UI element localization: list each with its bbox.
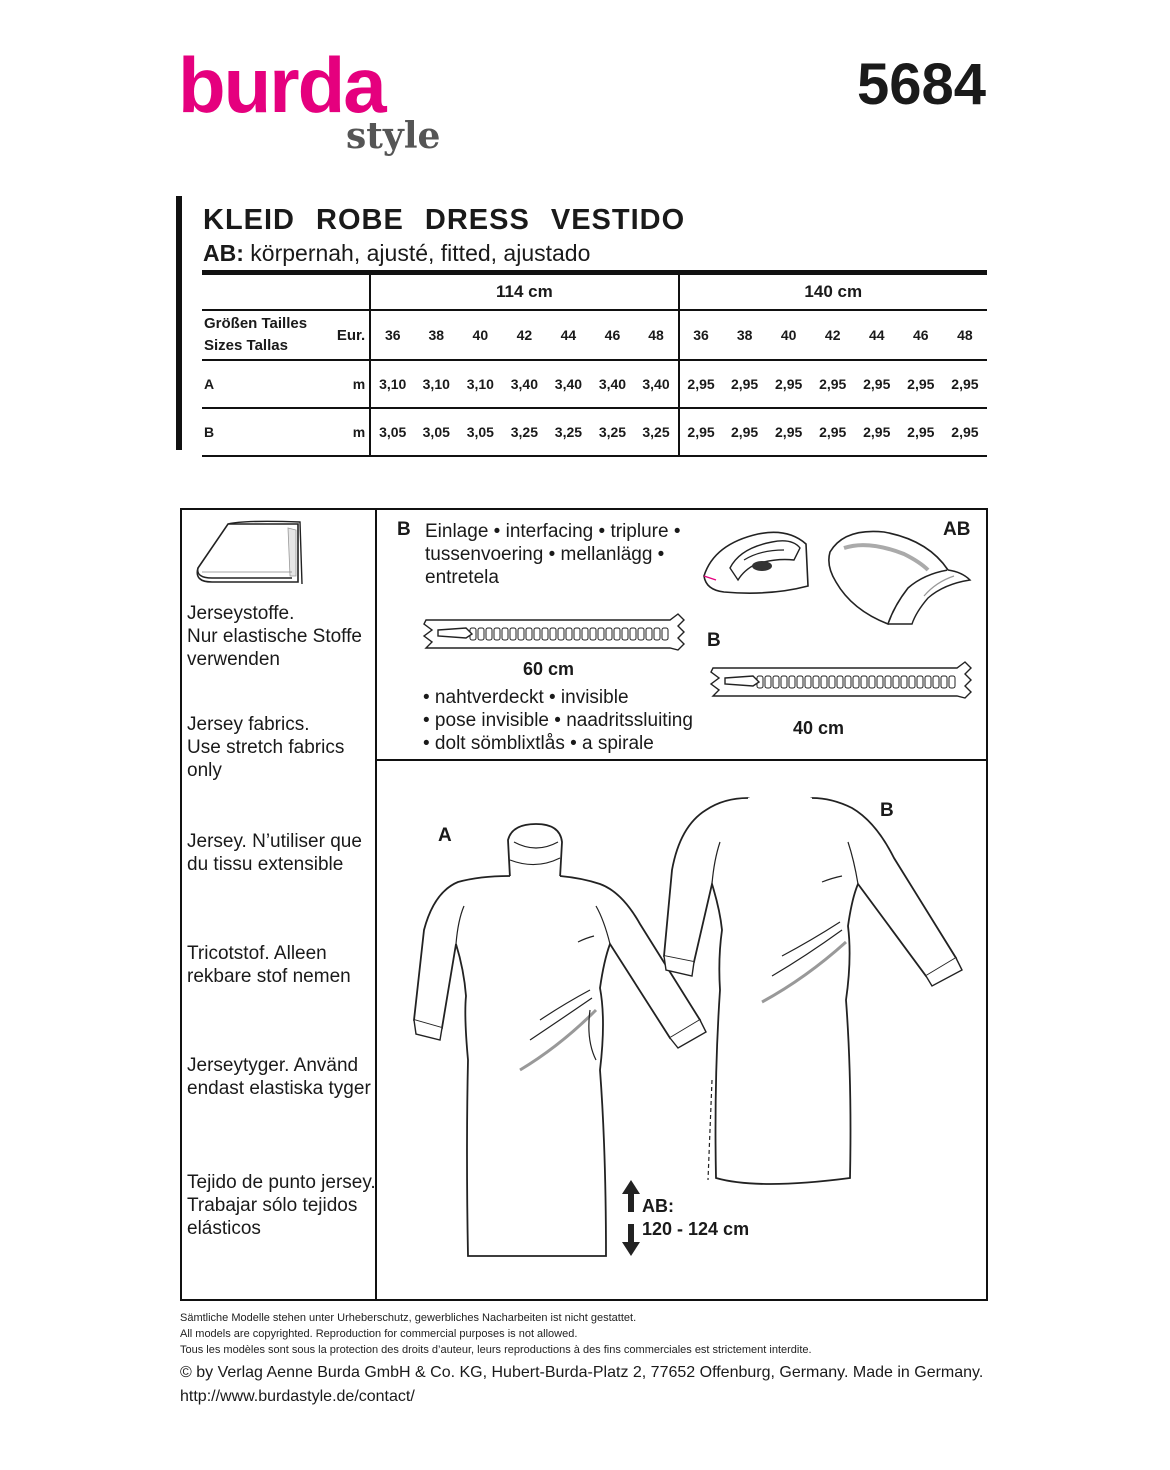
yardage-cell: 3,10 bbox=[466, 376, 494, 392]
zipper-tooth bbox=[518, 628, 524, 640]
size-header-row bbox=[202, 310, 987, 360]
zipper-tooth bbox=[877, 676, 883, 688]
width-140: 140 cm bbox=[679, 273, 987, 311]
zipper-tooth bbox=[917, 676, 923, 688]
zipper-line: • nahtverdeckt • invisible bbox=[423, 687, 629, 708]
shoulder-pad-icon bbox=[824, 526, 974, 626]
yardage-cell: 2,95 bbox=[907, 424, 935, 440]
fabric-line: du tissu extensible bbox=[187, 854, 344, 875]
zipper-tooth bbox=[869, 676, 875, 688]
yardage-table bbox=[202, 270, 987, 457]
fabric-line: Jerseytyger. Använd bbox=[187, 1055, 359, 1076]
size-cell: 38 bbox=[736, 327, 753, 343]
zipper-tooth bbox=[574, 628, 580, 640]
zipper-tooth bbox=[526, 628, 532, 640]
fabric-text-nl bbox=[187, 942, 351, 988]
unit-label: m bbox=[352, 376, 366, 392]
zipper-tooth bbox=[494, 628, 500, 640]
zipper-tooth bbox=[542, 628, 548, 640]
yardage-cell: 2,95 bbox=[951, 424, 979, 440]
unit-label: m bbox=[352, 424, 366, 440]
size-cell: 46 bbox=[604, 327, 621, 343]
yardage-cell: 2,95 bbox=[679, 360, 723, 408]
zipper-tooth bbox=[821, 676, 827, 688]
length-value: 120 - 124 cm bbox=[642, 1219, 750, 1239]
table-row-view-b bbox=[202, 408, 987, 456]
fabric-line: Tejido de punto jersey. bbox=[187, 1172, 376, 1193]
yardage-cell: 3,25 bbox=[598, 424, 627, 440]
fabric-line: verwenden bbox=[187, 649, 280, 670]
zipper-long-text bbox=[423, 686, 693, 755]
zipper-line: • dolt sömblixtlås • a spirale bbox=[423, 733, 654, 754]
zipper-tooth bbox=[837, 676, 843, 688]
zipper-line: • pose invisible • naadritssluiting bbox=[423, 710, 693, 731]
zipper-tooth bbox=[893, 676, 899, 688]
view-b-label: B bbox=[880, 800, 894, 821]
fabric-line: Trabajar sólo tejidos bbox=[187, 1195, 358, 1216]
yardage-cell: 2,95 bbox=[730, 424, 759, 440]
zipper-tooth bbox=[622, 628, 628, 640]
zipper-tooth bbox=[590, 628, 596, 640]
fabric-text-sv bbox=[187, 1054, 371, 1100]
view-a-label: A bbox=[438, 825, 452, 846]
yardage-cell: 2,95 bbox=[730, 376, 759, 392]
zipper-tooth bbox=[925, 676, 931, 688]
zipper-tooth bbox=[502, 628, 508, 640]
zipper-short-length: 40 cm bbox=[793, 718, 845, 738]
zipper-short-view-label: B bbox=[707, 630, 721, 651]
yardage-cell: 2,95 bbox=[819, 424, 847, 440]
zipper-tooth bbox=[654, 628, 660, 640]
fabric-line: endast elastiska tyger bbox=[187, 1078, 371, 1099]
fabric-line: Nur elastische Stoffe bbox=[187, 626, 362, 647]
zipper-tooth bbox=[598, 628, 604, 640]
zipper-tooth bbox=[566, 628, 572, 640]
fabric-roll-icon bbox=[192, 516, 312, 588]
sizes-label bbox=[202, 310, 327, 360]
interfacing-line: tussenvoering • mellanlägg • bbox=[425, 544, 665, 565]
zipper-teeth bbox=[757, 676, 955, 688]
yardage-cell: 3,05 bbox=[422, 424, 450, 440]
footer-publisher: © by Verlag Aenne Burda GmbH & Co. KG, Hubert-Burda-Platz 2, 77652 Offenburg, Germany. Made in Germany. bbox=[180, 1364, 984, 1381]
yardage-cell: 3,05 bbox=[466, 424, 494, 440]
title-accent-bar bbox=[176, 196, 182, 450]
size-cell: 40 bbox=[780, 327, 797, 343]
yardage-cell: 2,95 bbox=[775, 424, 803, 440]
footer-contact-link[interactable]: http://www.burdastyle.de/contact/ bbox=[180, 1388, 415, 1405]
zipper-tooth bbox=[550, 628, 556, 640]
eur-label: Eur. bbox=[336, 326, 366, 344]
zipper-tooth bbox=[606, 628, 612, 640]
footer-copyright-fr: Tous les modèles sont sous la protection des droits d’auteur, leurs reproductions à des fins commerciales est strictement interdite. bbox=[180, 1344, 812, 1356]
zipper-tooth bbox=[510, 628, 516, 640]
sizes-label-line2: Sizes Tallas bbox=[204, 337, 288, 354]
yardage-cell: 3,25 bbox=[554, 424, 583, 440]
zipper-tooth bbox=[789, 676, 795, 688]
table-row-view-a bbox=[202, 360, 987, 408]
iron-icon bbox=[700, 524, 812, 600]
fabric-text-en bbox=[187, 713, 344, 782]
width-header-row bbox=[202, 273, 987, 311]
yardage-cell: 2,95 bbox=[679, 408, 723, 456]
fabric-text-de bbox=[187, 602, 362, 671]
fabric-line: Tricotstof. Alleen bbox=[187, 943, 327, 964]
fabric-line: rekbare stof nemen bbox=[187, 966, 351, 987]
footer-copyright-de: Sämtliche Modelle stehen unter Urheberschutz, gewerbliches Nacharbeiten ist nicht gestattet. bbox=[180, 1312, 637, 1324]
size-cell: 36 bbox=[679, 310, 723, 360]
fabric-line: elásticos bbox=[187, 1218, 261, 1239]
interfacing-line: Einlage • interfacing • triplure • bbox=[425, 521, 681, 542]
zipper-tooth bbox=[662, 628, 668, 640]
yardage-cell: 3,40 bbox=[598, 376, 627, 392]
yardage-cell: 3,40 bbox=[510, 376, 538, 392]
yardage-cell: 2,95 bbox=[907, 376, 935, 392]
page-title: KLEID ROBE DRESS VESTIDO bbox=[203, 204, 686, 236]
yardage-cell: 2,95 bbox=[775, 376, 803, 392]
shoulder-pads-view-label: AB bbox=[943, 519, 971, 540]
interfacing-line: entretela bbox=[425, 567, 499, 588]
interfacing-text bbox=[425, 520, 680, 589]
fabric-line: Use stretch fabrics bbox=[187, 737, 345, 758]
fit-subtitle bbox=[203, 240, 590, 267]
size-cell: 42 bbox=[824, 327, 841, 343]
zipper-tooth bbox=[773, 676, 779, 688]
zipper-tooth bbox=[845, 676, 851, 688]
size-cell: 40 bbox=[472, 327, 489, 343]
size-cell: 48 bbox=[957, 327, 973, 343]
zipper-tooth bbox=[582, 628, 588, 640]
fabric-text-fr bbox=[187, 830, 362, 876]
zipper-tooth bbox=[534, 628, 540, 640]
zipper-tooth bbox=[941, 676, 947, 688]
zipper-tooth bbox=[933, 676, 939, 688]
size-cell: 36 bbox=[370, 310, 414, 360]
zipper-long-length: 60 cm bbox=[523, 659, 575, 679]
zipper-tooth bbox=[486, 628, 492, 640]
yardage-cell: 2,95 bbox=[863, 424, 891, 440]
zipper-teeth bbox=[470, 628, 668, 640]
footer-copyright-en: All models are copyrighted. Reproduction for commercial purposes is not allowed. bbox=[180, 1328, 578, 1340]
logo-burda-text: burda bbox=[178, 41, 385, 129]
zipper-tooth bbox=[853, 676, 859, 688]
zipper-tooth bbox=[909, 676, 915, 688]
length-arrow-icon bbox=[620, 1178, 642, 1258]
size-cell: 48 bbox=[648, 327, 664, 343]
width-114: 114 cm bbox=[370, 273, 678, 311]
zipper-tooth bbox=[781, 676, 787, 688]
zipper-40cm-icon bbox=[707, 658, 975, 706]
burda-style-logo bbox=[178, 41, 448, 167]
yardage-cell: 3,10 bbox=[370, 360, 414, 408]
sizes-label-line1: Größen Tailles bbox=[204, 315, 308, 332]
zipper-tooth bbox=[558, 628, 564, 640]
zipper-tooth bbox=[630, 628, 636, 640]
yardage-cell: 3,25 bbox=[642, 424, 670, 440]
fit-label: AB: bbox=[203, 240, 244, 266]
fabric-text-es bbox=[187, 1171, 376, 1240]
yardage-cell: 3,40 bbox=[554, 376, 583, 392]
view-label: B bbox=[204, 424, 215, 440]
zipper-tooth bbox=[638, 628, 644, 640]
zipper-tooth bbox=[797, 676, 803, 688]
zipper-tooth bbox=[614, 628, 620, 640]
pattern-number: 5684 bbox=[856, 52, 986, 117]
size-cell: 44 bbox=[560, 327, 577, 343]
zipper-tooth bbox=[478, 628, 484, 640]
fabric-line: only bbox=[187, 760, 222, 781]
size-cell: 38 bbox=[428, 327, 445, 343]
yardage-cell: 2,95 bbox=[951, 376, 979, 392]
yardage-cell: 3,05 bbox=[370, 408, 414, 456]
size-cell: 42 bbox=[516, 327, 533, 343]
zipper-tooth bbox=[829, 676, 835, 688]
fabric-line: Jersey fabrics. bbox=[187, 714, 310, 735]
yardage-cell: 2,95 bbox=[819, 376, 847, 392]
length-label: AB: bbox=[642, 1196, 674, 1216]
yardage-cell: 3,10 bbox=[422, 376, 450, 392]
size-cell: 46 bbox=[913, 327, 929, 343]
zipper-tooth bbox=[765, 676, 771, 688]
yardage-cell: 2,95 bbox=[863, 376, 891, 392]
zipper-tooth bbox=[813, 676, 819, 688]
yardage-cell: 3,40 bbox=[642, 376, 670, 392]
interfacing-view-label: B bbox=[397, 519, 411, 540]
zipper-60cm-icon bbox=[420, 610, 690, 658]
zipper-tooth bbox=[901, 676, 907, 688]
fabric-line: Jersey. N’utiliser que bbox=[187, 831, 362, 852]
fit-text: körpernah, ajusté, fitted, ajustado bbox=[243, 240, 591, 266]
zipper-tooth bbox=[885, 676, 891, 688]
zipper-tooth bbox=[646, 628, 652, 640]
yardage-cell: 3,25 bbox=[510, 424, 538, 440]
zipper-tooth bbox=[861, 676, 867, 688]
size-cell: 44 bbox=[868, 327, 885, 343]
zipper-tooth bbox=[805, 676, 811, 688]
view-label: A bbox=[204, 376, 215, 392]
logo-style-text: style bbox=[346, 115, 441, 157]
dress-b-illustration bbox=[662, 780, 982, 1212]
zipper-tooth bbox=[949, 676, 955, 688]
fabric-line: Jerseystoffe. bbox=[187, 603, 295, 624]
row-divider bbox=[377, 759, 988, 761]
